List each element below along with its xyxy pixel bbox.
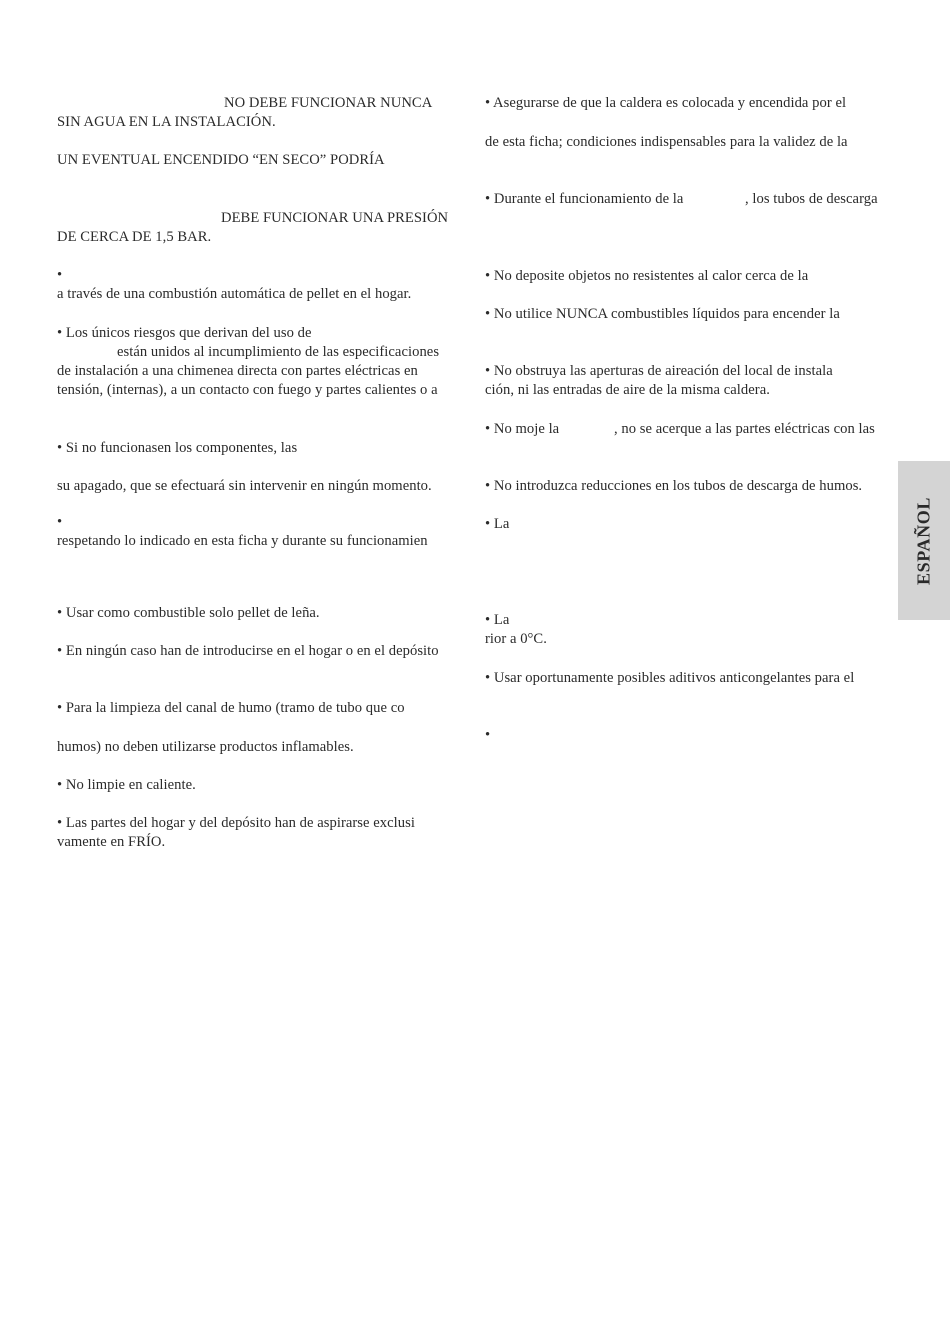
text-line: • No moje la	[485, 421, 560, 437]
text-line: • Durante el funcionamiento de la	[485, 191, 684, 207]
text-line: UN EVENTUAL ENCENDIDO “EN SECO” PODRÍA	[57, 152, 385, 168]
language-tab-label: ESPAÑOL	[913, 497, 934, 585]
text-line: • Si no funcionasen los componentes, las	[57, 440, 298, 456]
text-line: • Los únicos riesgos que derivan del uso de	[57, 325, 312, 341]
text-line: • Asegurarse de que la caldera es colocada y encendida por el	[485, 95, 847, 111]
text-line: • La	[485, 516, 510, 532]
text-line: de instalación a una chimenea directa con partes eléctricas en	[57, 363, 418, 379]
text-line: SIN AGUA EN LA INSTALACIÓN.	[57, 114, 276, 130]
text-line: • Usar oportunamente posibles aditivos anticongelantes para el	[485, 670, 855, 686]
text-line: • Usar como combustible solo pellet de leña.	[57, 605, 320, 621]
text-line: NO DEBE FUNCIONAR NUNCA	[224, 95, 433, 111]
text-line: • La	[485, 612, 510, 628]
text-line: , no se acerque a las partes eléctricas con las	[614, 421, 875, 437]
text-line: humos) no deben utilizarse productos inflamables.	[57, 739, 354, 755]
text-line: vamente en FRÍO.	[57, 834, 166, 850]
text-line: • No limpie en caliente.	[57, 777, 196, 793]
text-line: ción, ni las entradas de aire de la misma caldera.	[485, 382, 770, 398]
text-line: DE CERCA DE 1,5 BAR.	[57, 229, 212, 245]
text-line: respetando lo indicado en esta ficha y durante su funcionamien	[57, 533, 428, 549]
bullet-mark: •	[57, 267, 63, 283]
text-line: • Las partes del hogar y del depósito han de aspirarse exclusi	[57, 815, 415, 831]
text-line: su apagado, que se efectuará sin intervenir en ningún momento.	[57, 478, 432, 494]
text-line: DEBE FUNCIONAR UNA PRESIÓN	[221, 210, 449, 226]
text-line: , los tubos de descarga	[745, 191, 878, 207]
text-line: • No deposite objetos no resistentes al calor cerca de la	[485, 268, 809, 284]
text-line: • No introduzca reducciones en los tubos de descarga de humos.	[485, 478, 863, 494]
text-line: • No obstruya las aperturas de aireación del local de instala	[485, 363, 833, 379]
text-line: • En ningún caso han de introducirse en el hogar o en el depósito	[57, 643, 439, 659]
text-line: de esta ficha; condiciones indispensables para la validez de la	[485, 134, 848, 150]
text-line: • No utilice NUNCA combustibles líquidos para encender la	[485, 306, 840, 322]
bullet-mark: •	[485, 727, 491, 743]
text-line: tensión, (internas), a un contacto con fuego y partes calientes o a	[57, 382, 438, 398]
text-line: • Para la limpieza del canal de humo (tramo de tubo que co	[57, 700, 405, 716]
text-line: a través de una combustión automática de pellet en el hogar.	[57, 286, 412, 302]
text-line: rior a 0°C.	[485, 631, 547, 647]
bullet-mark: •	[57, 514, 63, 530]
language-tab	[898, 461, 950, 620]
text-line: están unidos al incumplimiento de las especificaciones	[117, 344, 440, 360]
